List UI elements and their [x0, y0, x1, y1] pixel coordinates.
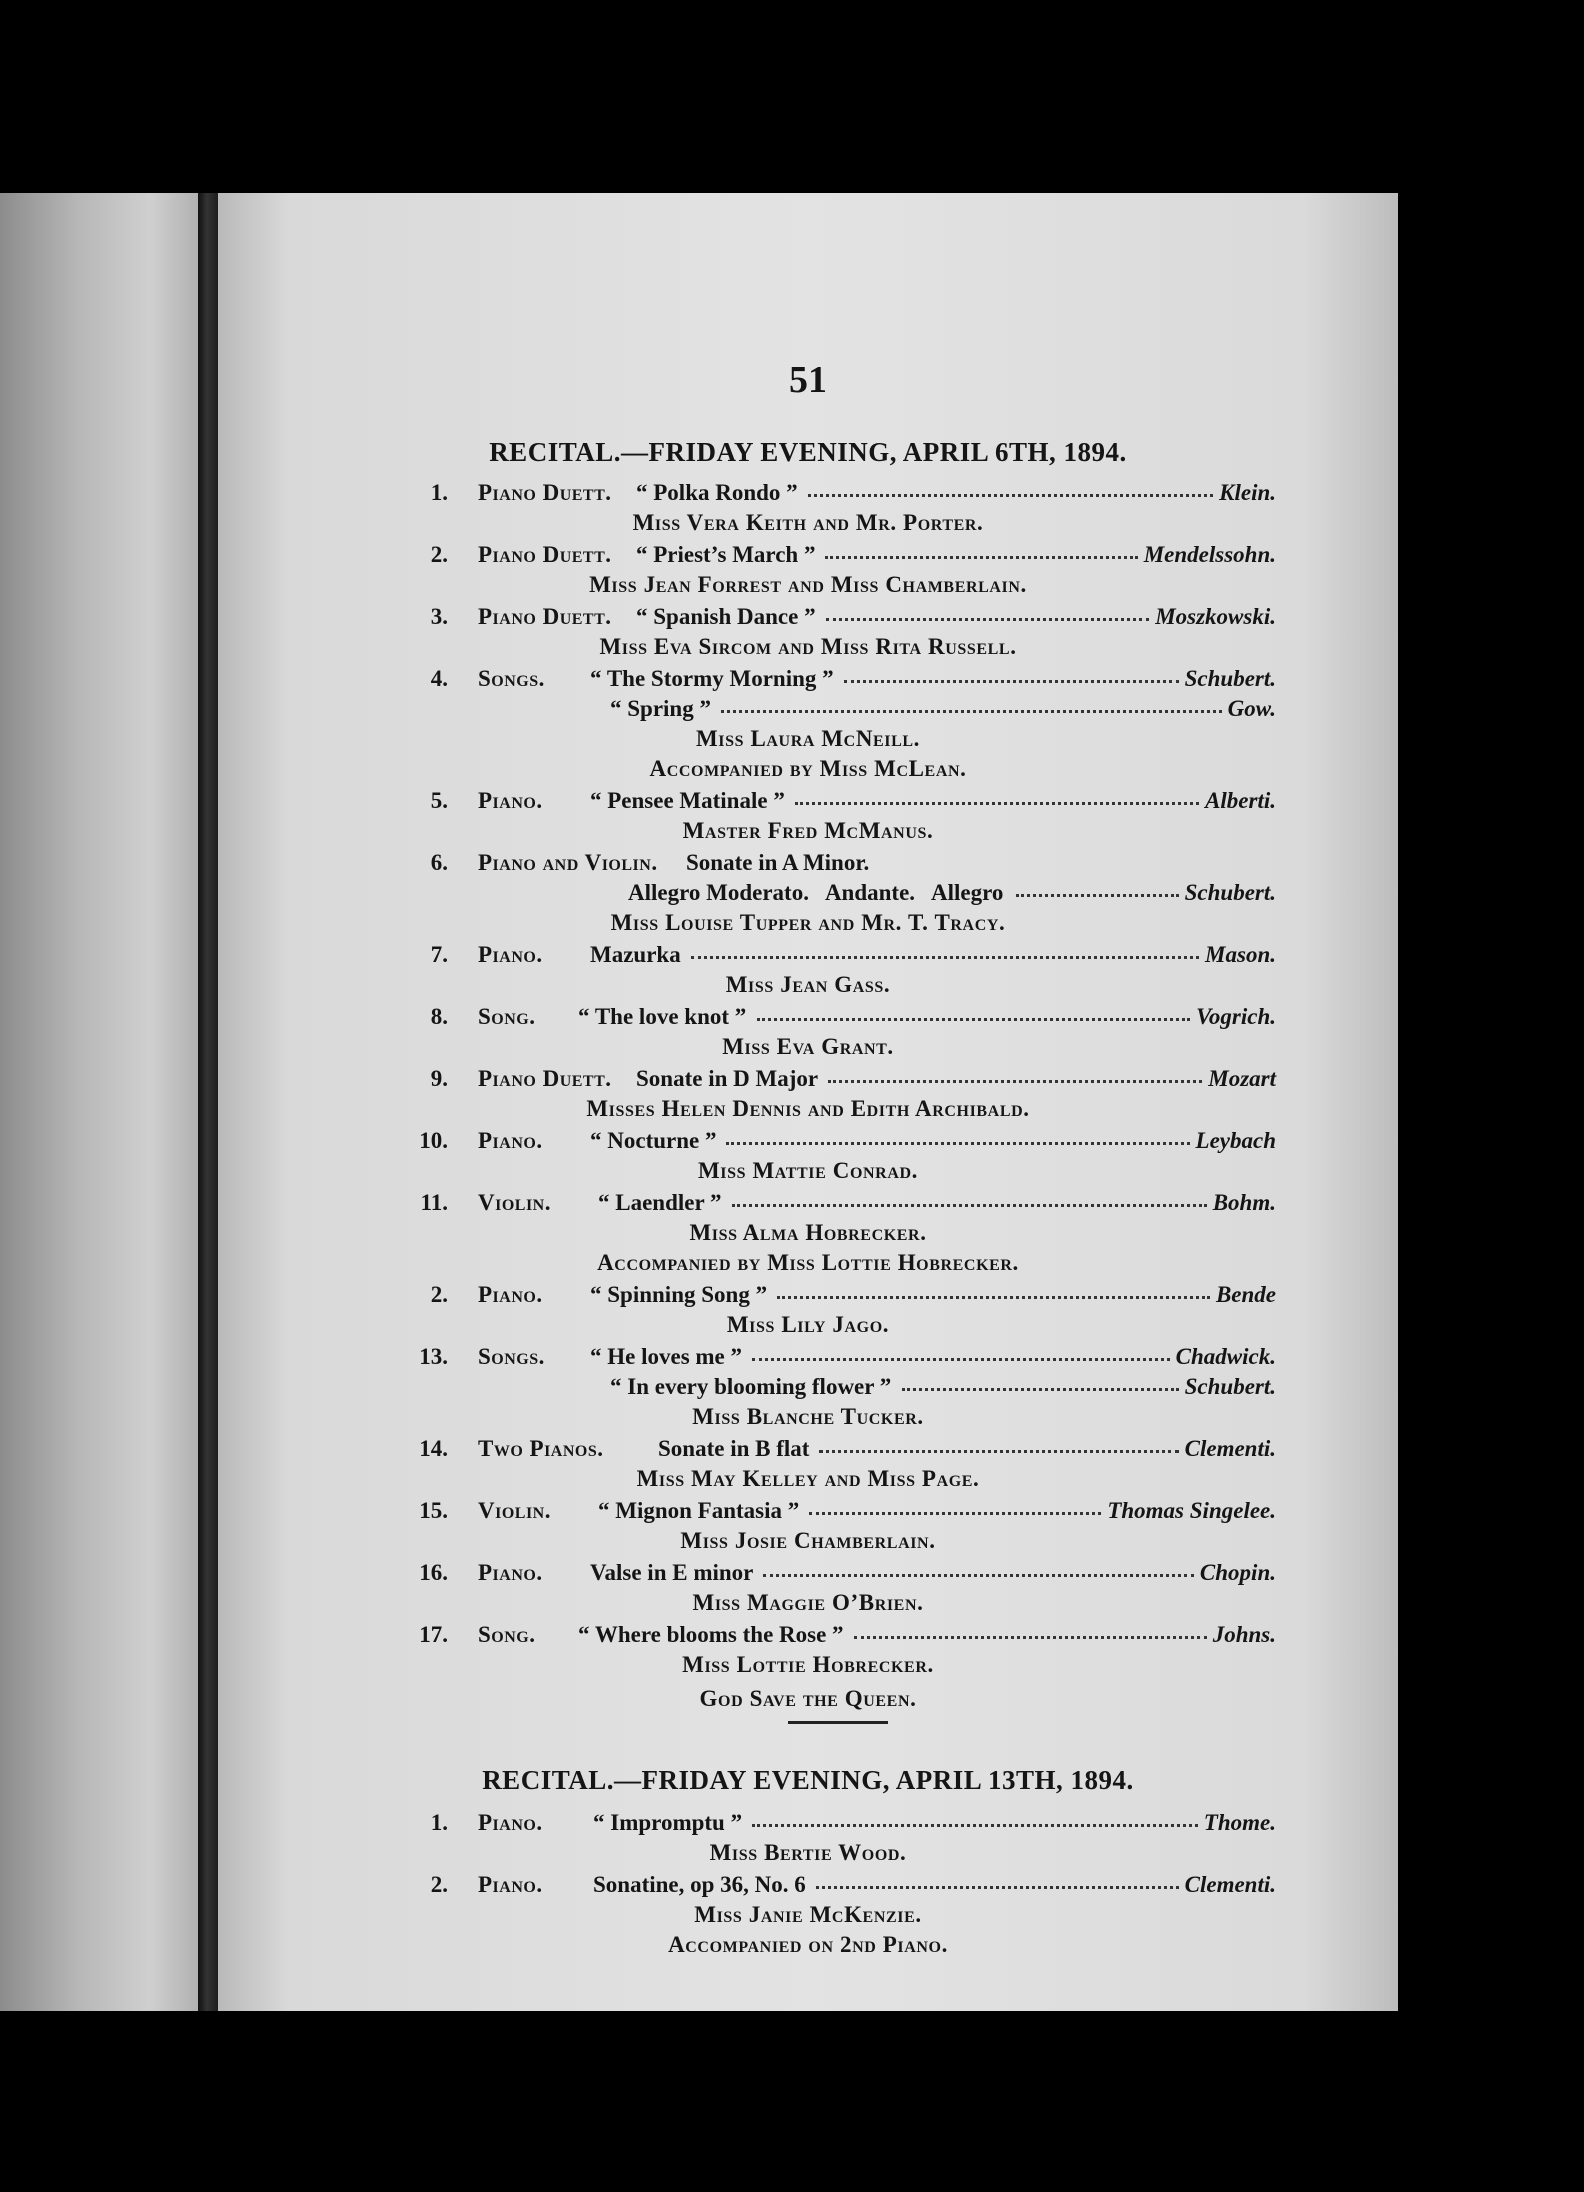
piece-title: “ Spanish Dance ” — [636, 604, 816, 629]
leader-dots — [721, 696, 1222, 713]
program-item — [218, 1436, 1398, 1470]
composer-name: Alberti. — [1205, 788, 1276, 813]
leader-dots — [726, 1128, 1189, 1145]
composer-name: Clementi. — [1184, 1436, 1276, 1461]
item-number: 17. — [419, 1622, 448, 1647]
movements-line — [218, 880, 1398, 914]
item-number: 3. — [430, 604, 448, 629]
composer-name: Schubert. — [1184, 880, 1276, 905]
performers: Miss Eva Sircom and Miss Rita Russell. — [599, 634, 1017, 659]
performers: Miss Blanche Tucker. — [692, 1404, 924, 1429]
leader-dots — [854, 1622, 1207, 1639]
instrument-label: Piano Duett. — [478, 1066, 612, 1091]
piece-title: “ Laendler ” — [598, 1190, 722, 1215]
program-item — [218, 1128, 1398, 1162]
program-item — [218, 1622, 1398, 1656]
program-item — [218, 1810, 1398, 1844]
composer-name: Clementi. — [1184, 1872, 1276, 1897]
instrument-label: Violin. — [478, 1190, 551, 1215]
performers: Miss Mattie Conrad. — [698, 1158, 918, 1183]
program-item — [218, 1872, 1398, 1906]
program-item-second-piece — [218, 1374, 1398, 1408]
item-number: 11. — [420, 1190, 448, 1215]
performers: Miss Vera Keith and Mr. Porter. — [632, 510, 984, 535]
performers: Miss Jean Forrest and Miss Chamberlain. — [589, 572, 1027, 597]
piece-title: Sonate in A Minor. — [686, 850, 870, 875]
instrument-label: Piano. — [478, 1560, 543, 1585]
program-item — [218, 1066, 1398, 1100]
program-item — [218, 1004, 1398, 1038]
accompaniment-note: Accompanied by Miss McLean. — [649, 756, 967, 781]
recital-1-heading: RECITAL.—FRIDAY EVENING, APRIL 6TH, 1894. — [489, 437, 1127, 467]
composer-name: Thomas Singelee. — [1107, 1498, 1276, 1523]
instrument-label: Piano Duett. — [478, 604, 612, 629]
composer-name: Johns. — [1212, 1622, 1276, 1647]
composer-name: Gow. — [1227, 696, 1276, 721]
composer-name: Schubert. — [1184, 1374, 1276, 1399]
instrument-label: Piano. — [478, 788, 543, 813]
piece-title: “ Spring ” — [610, 696, 711, 721]
leader-dots — [825, 542, 1137, 559]
instrument-label: Piano. — [478, 1128, 543, 1153]
piece-title: Valse in E minor — [590, 1560, 754, 1585]
leader-dots — [777, 1282, 1210, 1299]
performers: Miss Janie McKenzie. — [694, 1902, 922, 1927]
instrument-label: Piano. — [478, 1810, 543, 1835]
composer-name: Mozart — [1208, 1066, 1276, 1091]
accompaniment-note: Accompanied on 2nd Piano. — [668, 1932, 948, 1957]
item-number: 2. — [430, 1282, 448, 1307]
leader-dots — [816, 1872, 1179, 1889]
page-content — [218, 193, 1398, 2011]
instrument-label: Piano. — [478, 1872, 543, 1897]
composer-name: Chopin. — [1199, 1560, 1276, 1585]
piece-title: “ The Stormy Morning ” — [590, 666, 834, 691]
performers: Miss Jean Gass. — [725, 972, 891, 997]
performers: Miss Bertie Wood. — [709, 1840, 907, 1865]
performers: Master Fred McManus. — [682, 818, 934, 843]
program-page — [218, 193, 1398, 2011]
leader-dots — [752, 1344, 1170, 1361]
performers: Miss May Kelley and Miss Page. — [636, 1466, 980, 1491]
performers: Miss Josie Chamberlain. — [680, 1528, 936, 1553]
composer-name: Mason. — [1205, 942, 1276, 967]
item-number: 10. — [419, 1128, 448, 1153]
composer-name: Leybach — [1195, 1128, 1276, 1153]
instrument-label: Piano Duett. — [478, 542, 612, 567]
item-number: 1. — [430, 480, 448, 505]
instrument-label: Two Pianos. — [478, 1436, 604, 1461]
performers: Miss Lily Jago. — [726, 1312, 890, 1337]
leader-dots — [902, 1374, 1179, 1391]
item-number: 15. — [419, 1498, 448, 1523]
piece-title: Sonate in B flat — [658, 1436, 810, 1461]
item-number: 14. — [419, 1436, 448, 1461]
composer-name: Moszkowski. — [1155, 604, 1276, 629]
program-item — [218, 1190, 1398, 1224]
performers: Miss Eva Grant. — [722, 1034, 894, 1059]
item-number: 2. — [430, 1872, 448, 1897]
instrument-label: Piano. — [478, 1282, 543, 1307]
leader-dots — [757, 1004, 1190, 1021]
program-item-second-piece — [218, 696, 1398, 730]
piece-title: Sonate in D Major — [636, 1066, 819, 1091]
item-number: 5. — [430, 788, 448, 813]
piece-title: “ Mignon Fantasia ” — [598, 1498, 800, 1523]
piece-title: “ Polka Rondo ” — [636, 480, 798, 505]
piece-title: “ Priest’s March ” — [636, 542, 816, 567]
instrument-label: Piano and Violin. — [478, 850, 658, 875]
leader-dots — [752, 1810, 1198, 1827]
leader-dots — [828, 1066, 1202, 1083]
composer-name: Schubert. — [1184, 666, 1276, 691]
instrument-label: Songs. — [478, 666, 545, 691]
composer-name: Klein. — [1219, 480, 1276, 505]
program-item — [218, 1344, 1398, 1378]
performers: Miss Alma Hobrecker. — [689, 1220, 927, 1245]
recital-2-heading: RECITAL.—FRIDAY EVENING, APRIL 13TH, 1894. — [482, 1765, 1134, 1795]
leader-dots — [809, 1498, 1101, 1515]
piece-title: Mazurka — [590, 942, 681, 967]
program-item — [218, 1282, 1398, 1316]
leader-dots — [808, 480, 1213, 497]
performers: Miss Laura McNeill. — [695, 726, 921, 751]
item-number: 6. — [430, 850, 448, 875]
composer-name: Bende — [1215, 1282, 1276, 1307]
leader-dots — [844, 666, 1179, 683]
book-binding — [198, 193, 220, 2011]
leader-dots — [763, 1560, 1194, 1577]
item-number: 13. — [419, 1344, 448, 1369]
accompaniment-note: Accompanied by Miss Lottie Hobrecker. — [597, 1250, 1019, 1275]
piece-title: “ The love knot ” — [578, 1004, 747, 1029]
piece-title: “ Pensee Matinale ” — [590, 788, 785, 813]
leader-dots — [826, 604, 1150, 621]
instrument-label: Violin. — [478, 1498, 551, 1523]
instrument-label: Piano Duett. — [478, 480, 612, 505]
piece-title: “ Spinning Song ” — [590, 1282, 768, 1307]
program-item — [218, 942, 1398, 976]
piece-title: “ In every blooming flower ” — [610, 1374, 892, 1399]
leader-dots — [691, 942, 1199, 959]
movements: Allegro Moderato. Andante. Allegro — [628, 880, 1004, 905]
leader-dots — [1016, 880, 1179, 897]
item-number: 7. — [430, 942, 448, 967]
leader-dots — [732, 1190, 1207, 1207]
program-item — [218, 788, 1398, 822]
piece-title: “ Where blooms the Rose ” — [578, 1622, 844, 1647]
piece-title: “ Impromptu ” — [593, 1810, 743, 1835]
performers: Miss Lottie Hobrecker. — [682, 1652, 934, 1677]
composer-name: Bohm. — [1212, 1190, 1276, 1215]
item-number: 8. — [430, 1004, 448, 1029]
program-item — [218, 604, 1398, 638]
composer-name: Thome. — [1203, 1810, 1276, 1835]
piece-title: “ Nocturne ” — [590, 1128, 717, 1153]
page-number: 51 — [789, 359, 827, 401]
item-number: 2. — [430, 542, 448, 567]
instrument-label: Song. — [478, 1004, 536, 1029]
composer-name: Mendelssohn. — [1143, 542, 1276, 567]
instrument-label: Song. — [478, 1622, 536, 1647]
program-item — [218, 850, 1398, 884]
instrument-label: Piano. — [478, 942, 543, 967]
piece-title: “ He loves me ” — [590, 1344, 743, 1369]
leader-dots — [819, 1436, 1178, 1453]
section-divider — [788, 1721, 888, 1724]
left-page-edge — [0, 193, 200, 2011]
instrument-label: Songs. — [478, 1344, 545, 1369]
piece-title: Sonatine, op 36, No. 6 — [593, 1872, 806, 1897]
item-number: 4. — [430, 666, 448, 691]
program-item — [218, 480, 1398, 514]
performers: Miss Maggie O’Brien. — [692, 1590, 924, 1615]
performers: Miss Louise Tupper and Mr. T. Tracy. — [610, 910, 1006, 935]
closing-anthem: God Save the Queen. — [699, 1686, 917, 1711]
program-item — [218, 666, 1398, 700]
program-item — [218, 1560, 1398, 1594]
leader-dots — [795, 788, 1199, 805]
item-number: 9. — [430, 1066, 448, 1091]
composer-name: Vogrich. — [1196, 1004, 1276, 1029]
item-number: 1. — [430, 1810, 448, 1835]
item-number: 16. — [419, 1560, 448, 1585]
program-item — [218, 542, 1398, 576]
program-item — [218, 1498, 1398, 1532]
composer-name: Chadwick. — [1175, 1344, 1276, 1369]
performers: Misses Helen Dennis and Edith Archibald. — [586, 1096, 1030, 1121]
